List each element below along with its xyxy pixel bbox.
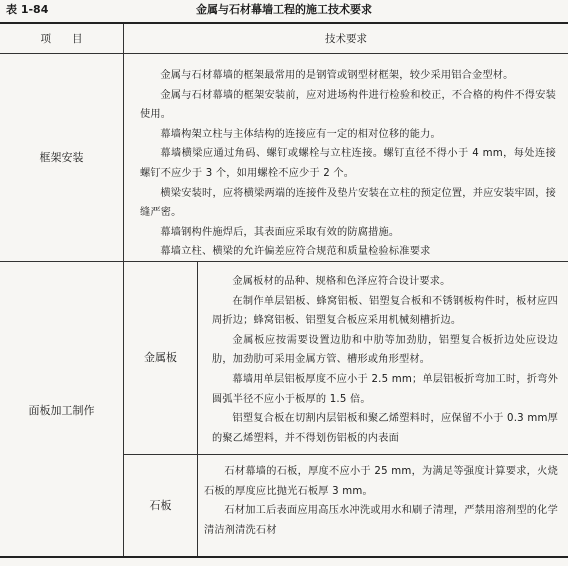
paragraph: 横梁安装时，应将横梁两端的连接件及垫片安装在立柱的预定位置，并应安装牢固，接缝严密。 xyxy=(140,187,556,219)
subrow-label-stone-panel: 石板 xyxy=(149,499,172,512)
table-number: 表 1-84 xyxy=(6,3,49,16)
paragraph: 幕墙钢构件施焊后，其表面应采取有效的防腐措施。 xyxy=(160,226,400,238)
subrow-divider xyxy=(123,454,568,455)
stone-panel-requirements xyxy=(204,462,558,540)
header-rule xyxy=(0,53,568,54)
paragraph: 幕墙横梁应通过角码、螺钉或螺栓与立柱连接。螺钉直径不得小于 4 mm，每处连接螺钉不应少于 3 个，如用螺栓不应少于 2 个。 xyxy=(140,148,556,179)
metal-panel-requirements xyxy=(212,272,558,448)
paragraph: 石材幕墙的石板，厚度不应小于 25 mm，为满足等强度计算要求，火烧石板的厚度应比抛光石板厚 3 mm。 xyxy=(204,466,558,497)
subcolumn-divider xyxy=(197,261,198,556)
frame-installation-requirements xyxy=(140,66,556,262)
paragraph: 石材加工后表面应用高压水冲洗或用水和刷子清理，严禁用溶剂型的化学清洁剂清洗石材 xyxy=(204,505,558,536)
paragraph: 幕墙用单层铝板厚度不应小于 2.5 mm；单层铝板折弯加工时，折弯外圆弧半径不应小于板厚的 1.5 倍。 xyxy=(212,373,558,405)
header-requirements: 技术要求 xyxy=(325,33,367,45)
header-item: 项 目 xyxy=(40,33,83,45)
subrow-label-metal-panel: 金属板 xyxy=(144,351,177,364)
paragraph: 金属与石材幕墙的框架安装前，应对进场构件进行检验和校正，不合格的构件不得安装使用。 xyxy=(140,89,556,121)
bottom-rule xyxy=(0,556,568,558)
paragraph: 金属板材的品种、规格和色泽应符合设计要求。 xyxy=(232,276,451,287)
top-rule xyxy=(0,22,568,24)
paragraph: 幕墙立柱、横梁的允许偏差应符合规范和质量检验标准要求 xyxy=(160,246,431,258)
paragraph: 铝塑复合板在切割内层铝板和聚乙烯塑料时，应保留不小于 0.3 mm厚的聚乙烯塑料，并不得划伤铝板的内表面 xyxy=(212,413,558,444)
paragraph: 在制作单层铝板、蜂窝铝板、铝塑复合板和不锈钢板构件时，板材应四周折边；蜂窝铝板、铝塑复合板应采用机械刻槽折边。 xyxy=(212,295,558,327)
table-caption xyxy=(0,0,568,20)
row-label-frame-installation: 框架安装 xyxy=(39,151,84,164)
column-divider xyxy=(123,24,124,556)
paragraph: 金属板应按需要设置边肋和中肋等加劲肋，铝塑复合板折边处应设边肋，加劲肋可采用金属方管、槽形或角形型材。 xyxy=(212,334,558,366)
table-title: 金属与石材幕墙工程的施工技术要求 xyxy=(196,3,372,16)
paragraph: 幕墙构架立柱与主体结构的连接应有一定的相对位移的能力。 xyxy=(160,128,441,140)
row-label-panel-fabrication: 面板加工制作 xyxy=(28,404,95,417)
paragraph: 金属与石材幕墙的框架最常用的是钢管或钢型材框架，较少采用铝合金型材。 xyxy=(160,70,514,81)
